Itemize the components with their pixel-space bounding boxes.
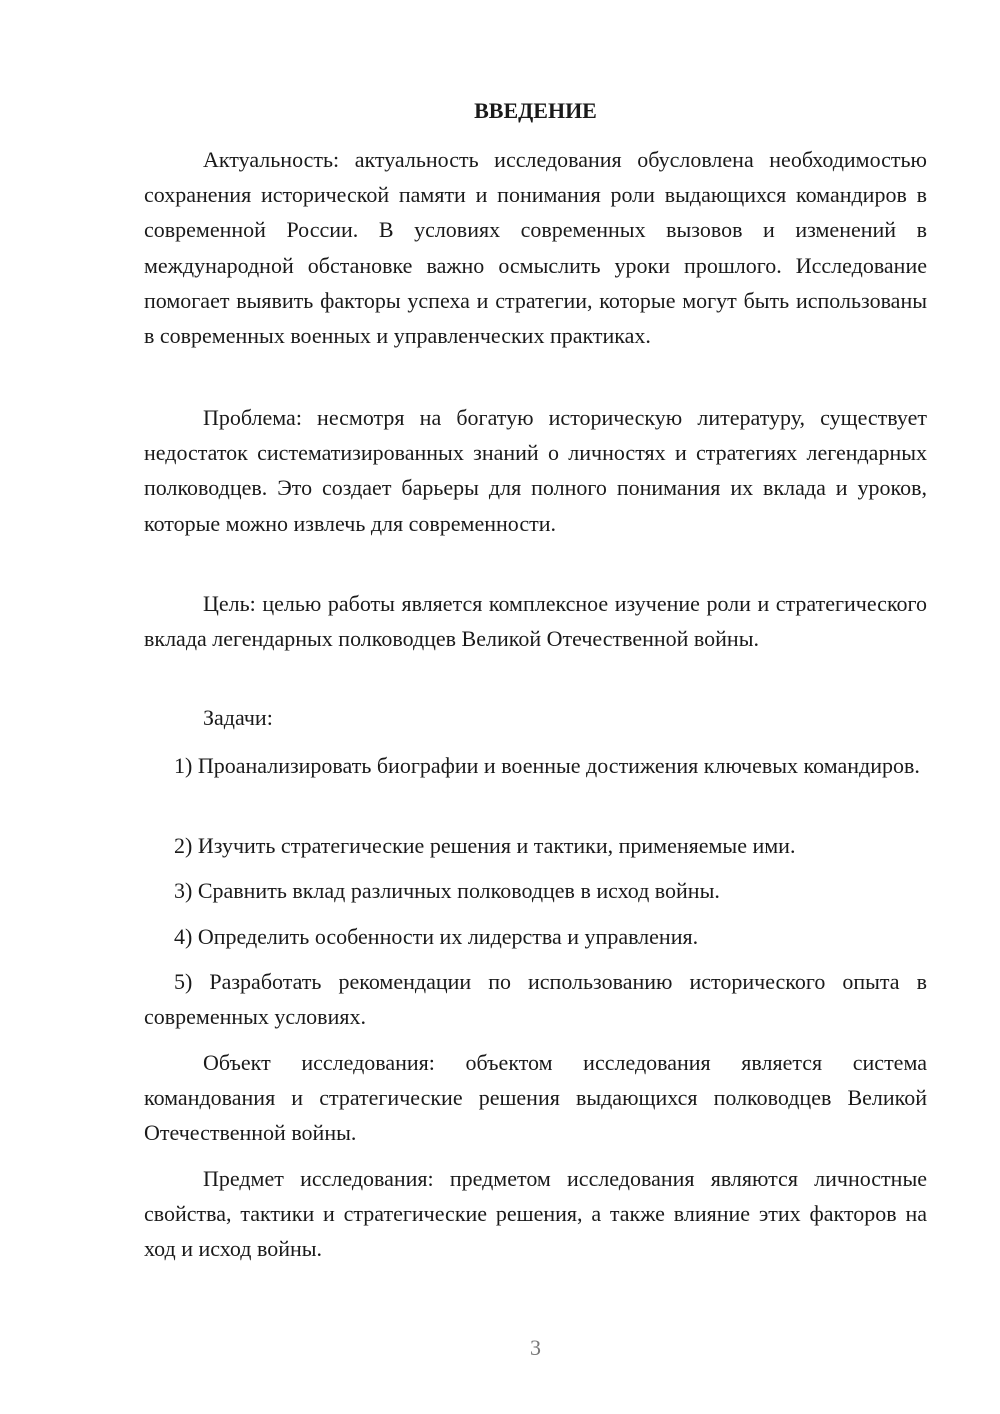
paragraph-goal: Цель: целью работы является комплексное изучение роли и стратегического вклада легендарных полководцев Великой Отечественной войны. [144, 591, 927, 652]
tasks-heading: Задачи: [203, 705, 273, 730]
document-page [144, 0, 927, 1414]
task-item-5: 5) Разработать рекомендации по использованию исторического опыта в современных условиях. [144, 969, 927, 1030]
section-title: ВВЕДЕНИЕ [474, 98, 597, 123]
task-item-2: 2) Изучить стратегические решения и тактики, применяемые ими. [174, 833, 796, 858]
paragraph-object: Объект исследования: объектом исследования является система командования и стратегические решения выдающихся полководцев Великой Отечественной войны. [144, 1050, 927, 1146]
paragraph-subject: Предмет исследования: предметом исследования являются личностные свойства, тактики и стратегические решения, а также влияние этих факторов на ход и исход войны. [144, 1166, 927, 1262]
task-item-4: 4) Определить особенности их лидерства и управления. [174, 924, 699, 949]
paragraph-problem: Проблема: несмотря на богатую историческую литературу, существует недостаток систематизированных знаний о личностях и стратегиях легендарных полководцев. Это создает барьеры для полного понимания их вклада и уроков, которые можно извлечь для современности. [144, 405, 927, 536]
paragraph-relevance: Актуальность: актуальность исследования обусловлена необходимостью сохранения исторической памяти и понимания роли выдающихся командиров в современной России. В условиях современных вызовов и изменений в международной обстановке важно осмыслить уроки прошлого. Исследование помогает выявить факторы успеха и стратегии, которые могут быть использованы в современных военных и управленческих практиках. [144, 147, 927, 349]
page-number: 3 [530, 1335, 541, 1360]
task-item-1: 1) Проанализировать биографии и военные достижения ключевых командиров. [174, 753, 920, 778]
task-item-3: 3) Сравнить вклад различных полководцев в исход войны. [174, 878, 720, 903]
